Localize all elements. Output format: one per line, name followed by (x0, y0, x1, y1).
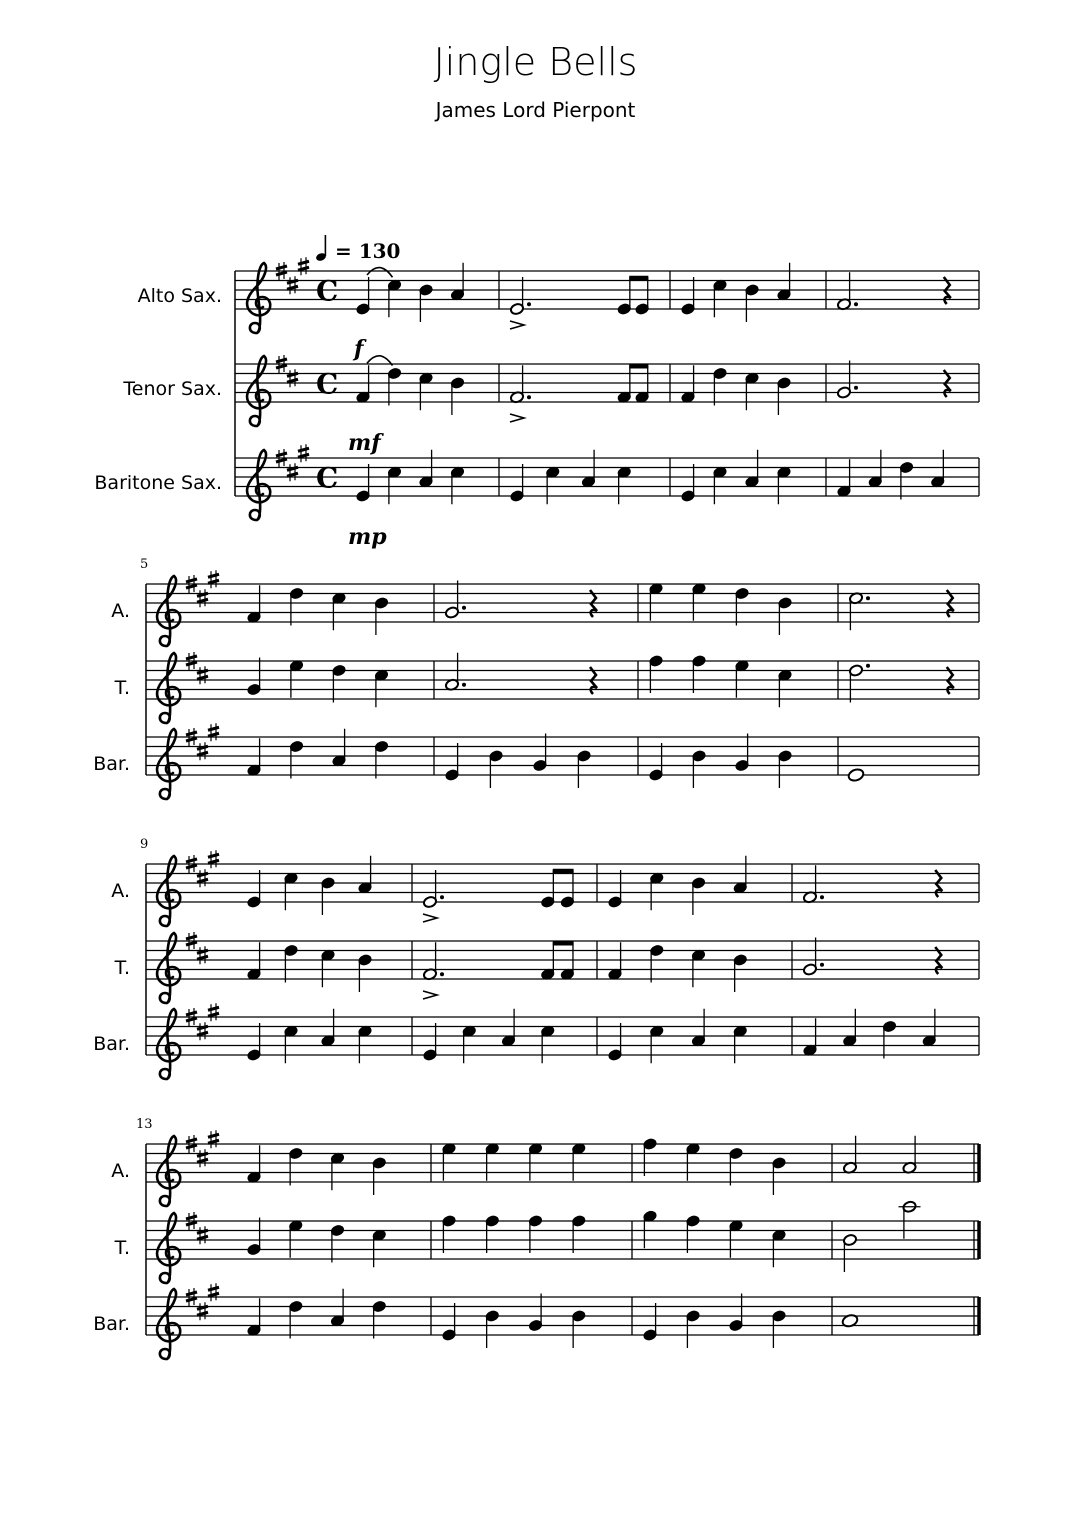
dot (462, 683, 466, 687)
time-signature: C (316, 274, 339, 308)
sharp-icon (290, 276, 295, 294)
sharp-icon (287, 373, 298, 382)
instrument-name-tenor: Tenor Sax. (123, 378, 222, 400)
instrument-abbr-alto: A. (111, 1160, 130, 1182)
sharp-icon (287, 280, 298, 289)
sharp-icon (208, 574, 219, 583)
sharp-icon (197, 1153, 208, 1162)
treble-clef-icon (247, 450, 270, 520)
sharp-icon (197, 950, 208, 959)
instrument-abbr-tenor: T. (114, 677, 130, 699)
dot (854, 386, 858, 390)
sharp-icon (211, 723, 216, 741)
instrument-abbr-baritone: Bar. (93, 1033, 130, 1055)
sharp-icon (200, 1302, 205, 1320)
measure-number: 13 (136, 1117, 153, 1132)
sharp-icon (200, 1226, 205, 1244)
measure-number: 5 (140, 557, 149, 572)
sharp-icon (287, 467, 298, 476)
sharp-icon (211, 570, 216, 588)
sharp-icon (197, 1026, 208, 1035)
sharp-icon (197, 746, 208, 755)
sharp-icon (208, 1287, 219, 1296)
sharp-icon (208, 854, 219, 863)
dot (462, 606, 466, 610)
treble-clef-icon (157, 576, 180, 646)
dot (866, 596, 870, 600)
treble-clef-icon (247, 263, 270, 333)
sharp-icon (301, 257, 306, 275)
sharp-icon (298, 261, 309, 270)
treble-clef-icon (157, 1136, 180, 1206)
sharp-icon (197, 670, 208, 679)
instrument-abbr-tenor: T. (114, 957, 130, 979)
dynamic-tenor: mf (348, 430, 381, 456)
treble-clef-icon (157, 856, 180, 926)
instrument-name-alto: Alto Sax. (137, 285, 222, 307)
tempo-value: = 130 (334, 239, 401, 263)
accent-icon (423, 991, 437, 999)
dynamic-baritone: mp (348, 524, 387, 550)
dot (440, 972, 444, 976)
treble-clef-icon (157, 933, 180, 1003)
sharp-icon (197, 873, 208, 882)
page-title: Jingle Bells (433, 40, 638, 84)
treble-clef-icon (157, 653, 180, 723)
sharp-icon (208, 727, 219, 736)
treble-clef-icon (157, 729, 180, 799)
time-signature: C (316, 461, 339, 495)
accent-icon (423, 914, 437, 922)
accent-icon (510, 414, 524, 422)
sharp-icon (200, 1022, 205, 1040)
dot (820, 963, 824, 967)
sharp-icon (200, 742, 205, 760)
accent-icon (510, 321, 524, 329)
instrument-abbr-tenor: T. (114, 1237, 130, 1259)
time-signature: C (316, 367, 339, 401)
sharp-icon (298, 448, 309, 457)
sharp-icon (200, 1149, 205, 1167)
sharp-icon (197, 1306, 208, 1315)
dynamic-alto: f (354, 336, 364, 362)
dot (820, 895, 824, 899)
dot (440, 895, 444, 899)
sharp-icon (208, 1007, 219, 1016)
instrument-abbr-baritone: Bar. (93, 1313, 130, 1335)
treble-clef-icon (157, 1009, 180, 1079)
sharp-icon (197, 1230, 208, 1239)
sharp-icon (290, 463, 295, 481)
instrument-abbr-baritone: Bar. (93, 753, 130, 775)
sharp-icon (208, 1134, 219, 1143)
dot (527, 302, 531, 306)
treble-clef-icon (247, 356, 270, 426)
dot (854, 302, 858, 306)
instrument-name-baritone: Baritone Sax. (94, 472, 222, 494)
dot (866, 664, 870, 668)
dot (527, 395, 531, 399)
sharp-icon (197, 593, 208, 602)
composer: James Lord Pierpont (435, 98, 636, 122)
instrument-abbr-alto: A. (111, 880, 130, 902)
sharp-icon (200, 589, 205, 607)
slur (367, 268, 393, 278)
sharp-icon (301, 444, 306, 462)
treble-clef-icon (157, 1213, 180, 1283)
sharp-icon (290, 369, 295, 387)
sharp-icon (211, 1130, 216, 1148)
sharp-icon (211, 1003, 216, 1021)
treble-clef-icon (157, 1289, 180, 1359)
measure-number: 9 (140, 837, 149, 852)
sharp-icon (211, 850, 216, 868)
sharp-icon (200, 946, 205, 964)
sharp-icon (200, 869, 205, 887)
sharp-icon (211, 1283, 216, 1301)
instrument-abbr-alto: A. (111, 600, 130, 622)
sharp-icon (200, 666, 205, 684)
